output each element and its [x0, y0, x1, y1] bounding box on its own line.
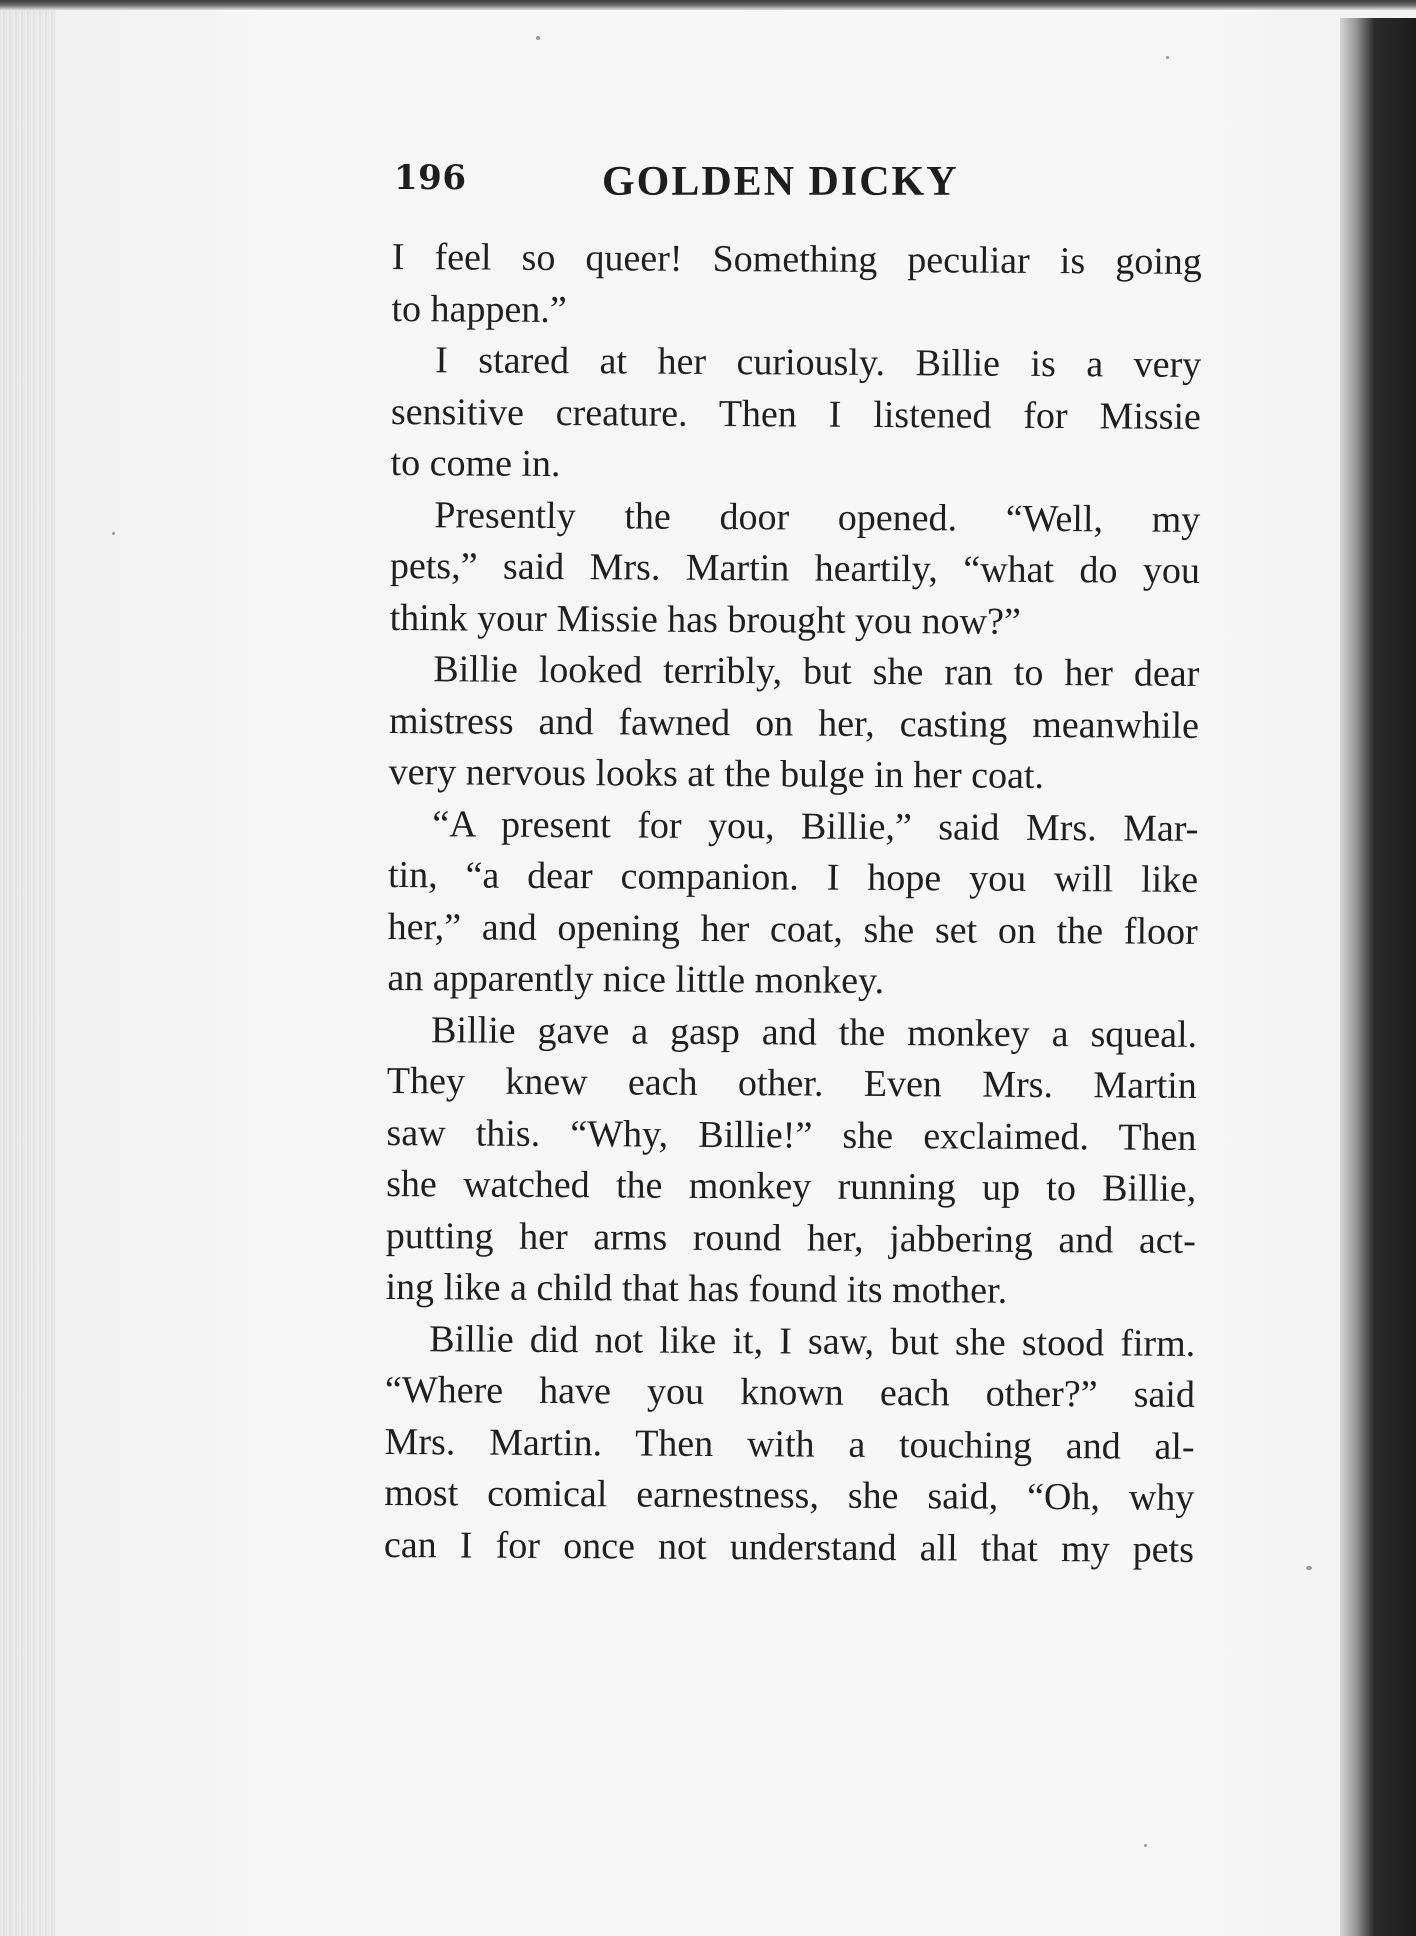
paper-speck: [536, 36, 540, 40]
text-line: I feel so queer! Something peculiar is going: [391, 235, 1202, 283]
text-line: I stared at her curiously. Billie is a very: [435, 339, 1202, 386]
text-line: ing like a child that has found its mother.: [385, 1265, 1008, 1312]
paper-speck: [1166, 56, 1169, 59]
book-spine-shadow: [1340, 18, 1416, 1936]
text-line: Presently the door opened. “Well, my: [434, 493, 1201, 541]
text-line: pets,” said Mrs. Martin heartily, “what do you: [389, 544, 1201, 592]
text-line: can I for once not understand all that my pets: [383, 1523, 1195, 1571]
text-line: Billie did not like it, I saw, but she stood firm.: [429, 1317, 1196, 1365]
text-line: saw this. “Why, Billie!” she exclaimed. Then: [386, 1111, 1197, 1159]
running-head: GOLDEN DICKY: [602, 159, 959, 205]
paper-speck: [112, 532, 115, 535]
text-line: to come in.: [390, 441, 561, 486]
page-stack-edge: [0, 10, 56, 1936]
text-line: “Where have you known each other?” said: [384, 1368, 1196, 1416]
paper-speck: [1306, 1566, 1312, 1570]
page-header: [394, 158, 1214, 208]
text-line: putting her arms round her, jabbering and act-: [385, 1214, 1196, 1262]
text-line: most comical earnestness, she said, “Oh, why: [384, 1471, 1195, 1519]
body-text: [384, 232, 1202, 1576]
paper-speck: [1144, 1844, 1147, 1847]
page-top-edge: [0, 0, 1416, 10]
text-line: Billie gave a gasp and the monkey a squeal.: [430, 1008, 1198, 1056]
text-line: tin, “a dear companion. I hope you will like: [387, 853, 1199, 901]
page-number: 196: [394, 158, 467, 198]
text-line: “A present for you, Billie,” said Mrs. Mar-: [432, 802, 1199, 850]
text-line: an apparently nice little monkey.: [387, 956, 885, 1003]
text-line: They knew each other. Even Mrs. Martin: [386, 1059, 1197, 1107]
text-line: Mrs. Martin. Then with a touching and al-: [384, 1420, 1195, 1468]
text-line: to happen.”: [391, 287, 567, 331]
text-line: very nervous looks at the bulge in her coat.: [388, 750, 1045, 797]
text-line: Billie looked terribly, but she ran to her dear: [433, 648, 1200, 695]
text-line: she watched the monkey running up to Billie,: [386, 1162, 1197, 1210]
text-line: mistress and fawned on her, casting meanwhile: [388, 699, 1200, 747]
text-line: her,” and opening her coat, she set on the floor: [387, 905, 1198, 953]
text-line: think your Missie has brought you now?”: [389, 596, 1021, 643]
text-line: sensitive creature. Then I listened for Missie: [390, 390, 1202, 438]
